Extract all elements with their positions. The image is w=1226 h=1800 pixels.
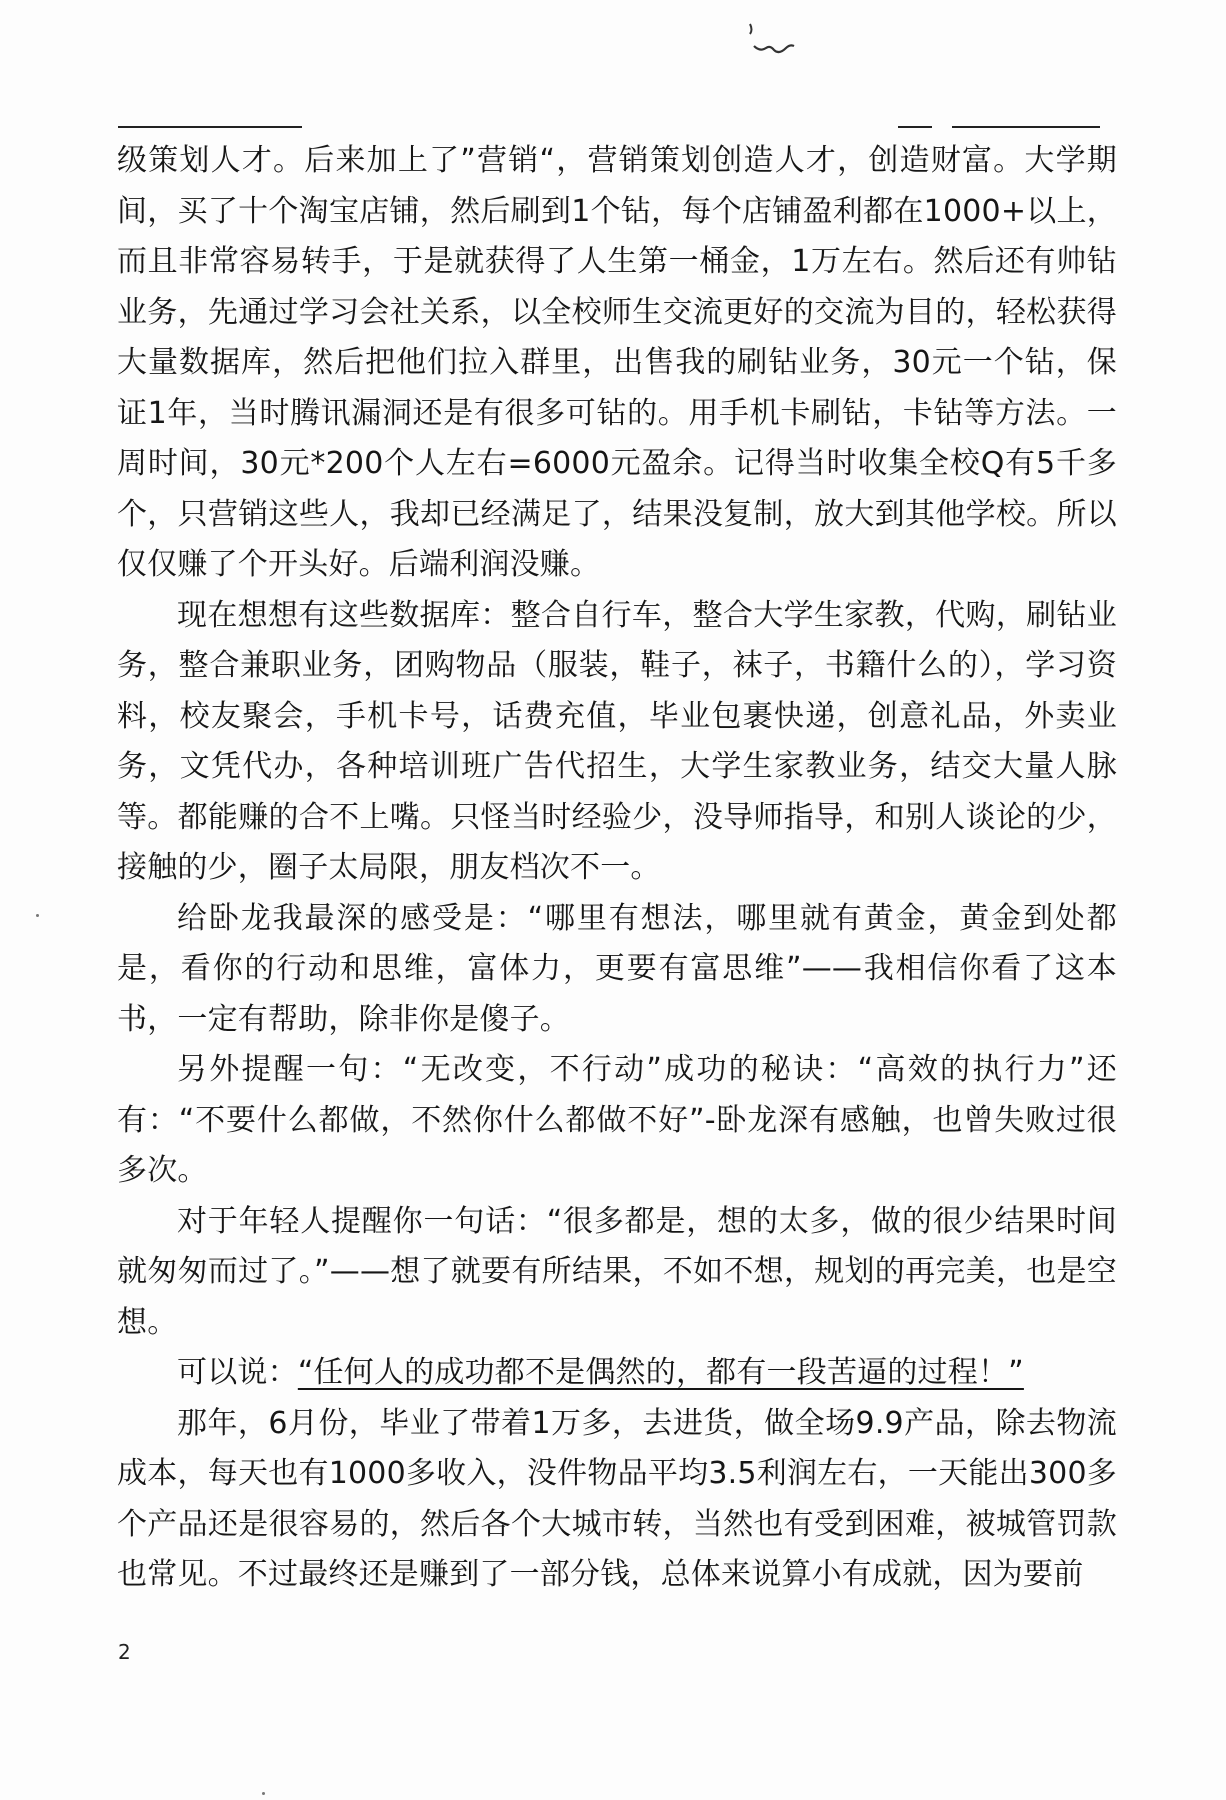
paragraph-7: 那年，6月份，毕业了带着1万多，去进货，做全场9.9产品，除去物流成本，每天也有1000多收入，没件物品平均3.5利润左右，一天能出300多个产品还是很容易的，然后各个大城市转，当然也有受到困难，被城管罚款也常见。不过最终还是赚到了一部分钱，总体来说算小有成就，因为要前	[117, 1405, 1117, 1592]
paragraph-6	[117, 1348, 1117, 1399]
header-rule-left	[118, 126, 302, 128]
header-rule-middle	[898, 126, 932, 128]
page-number: 2	[118, 1640, 131, 1664]
paragraph-2: 现在想想有这些数据库：整合自行车，整合大学生家教，代购，刷钻业务，整合兼职业务，团购物品（服装，鞋子，袜子，书籍什么的），学习资料，校友聚会，手机卡号，话费充值，毕业包裹快递，创意礼品，外卖业务，文凭代办，各种培训班广告代招生，大学生家教业务，结交大量人脉等。都能赚的合不上嘴。只怪当时经验少，没导师指导，和别人谈论的少，接触的少，圈子太局限，朋友档次不一。	[117, 597, 1117, 885]
header-rule-right	[952, 126, 1100, 128]
paragraph-5: 对于年轻人提醒你一句话：“很多都是，想的太多，做的很少结果时间就匆匆而过了。”——想了就要有所结果，不如不想，规划的再完美，也是空想。	[117, 1203, 1117, 1340]
paragraph-6-underlined-quote: “任何人的成功都不是偶然的，都有一段苦逼的过程！”	[297, 1355, 1024, 1390]
scan-speck	[36, 914, 39, 917]
paragraph-3: 给卧龙我最深的感受是：“哪里有想法，哪里就有黄金，黄金到处都是，看你的行动和思维，富体力，更要有富思维”——我相信你看了这本书，一定有帮助，除非你是傻子。	[117, 900, 1117, 1037]
paragraph-6-lead: 可以说：	[177, 1355, 298, 1390]
paragraph-1: 级策划人才。后来加上了”营销“，营销策划创造人才，创造财富。大学期间，买了十个淘宝店铺，然后刷到1个钻，每个店铺盈利都在1000+以上，而且非常容易转手，于是就获得了人生第一桶金，1万左右。然后还有帅钻业务，先通过学习会社关系，以全校师生交流更好的交流为目的，轻松获得大量数据库，然后把他们拉入群里，出售我的刷钻业务，30元一个钻，保证1年，当时腾讯漏洞还是有很多可钻的。用手机卡刷钻，卡钻等方法。一周时间，30元*200个人左右=6000元盈余。记得当时收集全校Q有5千多个，只营销这些人，我却已经满足了，结果没复制，放大到其他学校。所以仅仅赚了个开头好。后端利润没赚。	[117, 143, 1117, 582]
paragraph-4: 另外提醒一句：“无改变，不行动”成功的秘诀：“高效的执行力”还有：“不要什么都做，不然你什么都做不好”-卧龙深有感触，也曾失败过很多次。	[117, 1052, 1117, 1188]
scan-speck	[262, 1792, 265, 1795]
handwritten-scribble-mark	[748, 20, 808, 60]
body-text	[117, 136, 1117, 1601]
